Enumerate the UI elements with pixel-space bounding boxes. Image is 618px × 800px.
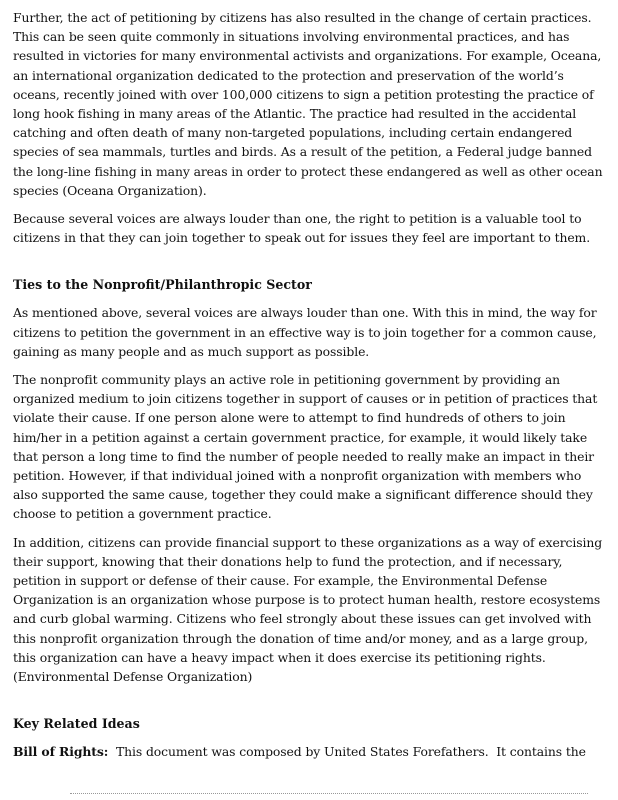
key-idea-text: This document was composed by United States Forefathers. It contains the [108, 744, 586, 760]
key-idea-term: Bill of Rights: [13, 744, 109, 760]
footer-divider [70, 793, 588, 797]
key-idea-bill-of-rights [13, 742, 604, 761]
paragraph-petition-results: Further, the act of petitioning by citizens has also resulted in the change of certain practices. This can be seen quite commonly in situations involving environmental practices, and has resulted in victories for many environmental activists and organizations. For example, Oceana, an international organization dedicated to the protection and preservation of the world’s oceans, recently joined with over 100,000 citizens to sign a petition protesting the practice of long hook fishing in many areas of the Atlantic. The practice had resulted in the accidental catching and often death of many non-targeted populations, including certain endangered species of sea mammals, turtles and birds. As a result of the petition, a Federal judge banned the long-line fishing in many areas in order to protect these endangered as well as other ocean species (Oceana Organization). [13, 10, 603, 198]
heading-ties-to-nonprofit: Ties to the Nonprofit/Philanthropic Sector [13, 277, 312, 293]
paragraph-financial-support: In addition, citizens can provide financial support to these organizations as a way of exercising their support, knowing that their donations help to fund the protection, and if necessary, petition in support or defense of their cause. For example, the Environmental Defense Organization is an organization whose purpose is to protect human health, restore ecosystems and curb global warming. Citizens who feel strongly about these issues can get involved with this nonprofit organization through the donation of time and/or money, and as a large group, this organization can have a heavy impact when it does exercise its petitioning rights. (Environmental Defense Organization) [13, 534, 603, 685]
paragraph-as-mentioned: As mentioned above, several voices are always louder than one. With this in mind, the way for citizens to petition the government in an effective way is to join together for a common cause, gaining as many people and as much support as possible. [13, 305, 597, 359]
paragraph-nonprofit-community: The nonprofit community plays an active role in petitioning government by providing an organized medium to join citizens together in support of causes or in petition of practices that violate their cause. If one person alone were to attempt to find hundreds of others to join him/her in a petition against a certain government practice, for example, it would likely take that person a long time to find the number of people needed to really make an impact in their petition. However, if that individual joined with a nonprofit organization with members who also supported the same cause, together they could make a significant difference should they choose to petition a government practice. [13, 372, 598, 522]
heading-key-related-ideas: Key Related Ideas [13, 716, 140, 732]
paragraph-several-voices: Because several voices are always louder than one, the right to petition is a valuable tool to citizens in that they can join together to speak out for issues they feel are important to them. [13, 211, 591, 246]
